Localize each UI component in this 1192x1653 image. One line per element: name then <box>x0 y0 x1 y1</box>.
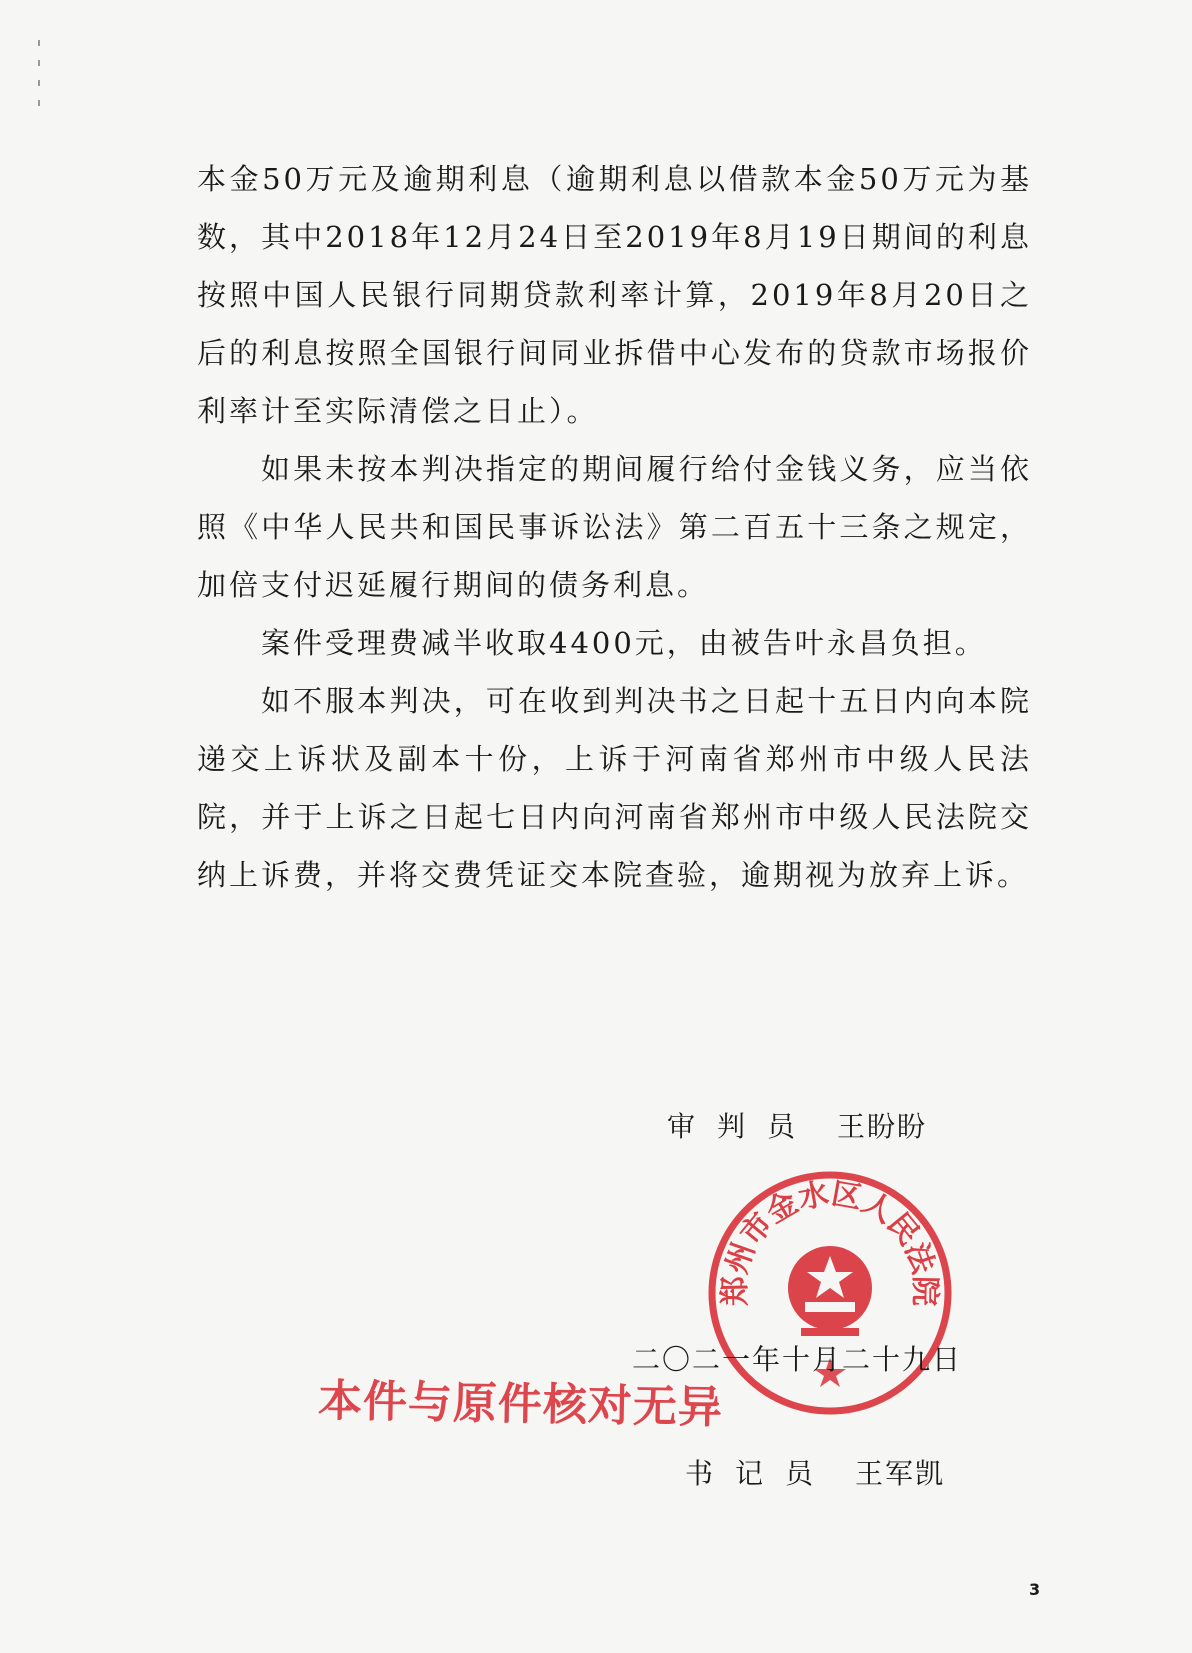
court-seal <box>705 1168 955 1418</box>
paragraph-principal-interest: 本金50万元及逾期利息（逾期利息以借款本金50万元为基数，其中2018年12月24日至2019年8月19日期间的利息按照中国人民银行同期贷款利率计算，2019年8月20日之后的利息按照全国银行间同业拆借中心发布的贷款市场报价利率计至实际清偿之日止）。 <box>197 162 1032 428</box>
judgment-body <box>197 150 1032 904</box>
clerk-signature <box>685 1452 945 1492</box>
seal-text: 郑州市金水区人民法院 <box>717 1176 943 1307</box>
judge-role: 审判员 <box>667 1110 818 1143</box>
national-emblem-icon <box>788 1246 872 1336</box>
judge-signature <box>667 1105 927 1145</box>
judgment-date: 二〇二一年十月二十九日 <box>632 1343 963 1376</box>
paragraph-appeal-notice: 如不服本判决，可在收到判决书之日起十五日内向本院递交上诉状及副本十份，上诉于河南省郑州市中级人民法院，并于上诉之日起七日内向河南省郑州市中级人民法院交纳上诉费，并将交费凭证交本院查验，逾期视为放弃上诉。 <box>197 684 1032 892</box>
paragraph-delay-interest: 如果未按本判决指定的期间履行给付金钱义务，应当依照《中华人民共和国民事诉讼法》第二百五十三条之规定，加倍支付迟延履行期间的债务利息。 <box>197 452 1032 602</box>
binding-marks <box>38 40 40 140</box>
paragraph-court-fee: 案件受理费减半收取4400元，由被告叶永昌负担。 <box>261 626 987 660</box>
clerk-name: 王军凯 <box>855 1457 946 1490</box>
clerk-role: 书记员 <box>685 1457 836 1490</box>
page-number: 3 <box>1029 1580 1041 1599</box>
certified-copy-stamp: 本件与原件核对无异 <box>317 1375 724 1434</box>
judge-name: 王盼盼 <box>837 1110 928 1143</box>
